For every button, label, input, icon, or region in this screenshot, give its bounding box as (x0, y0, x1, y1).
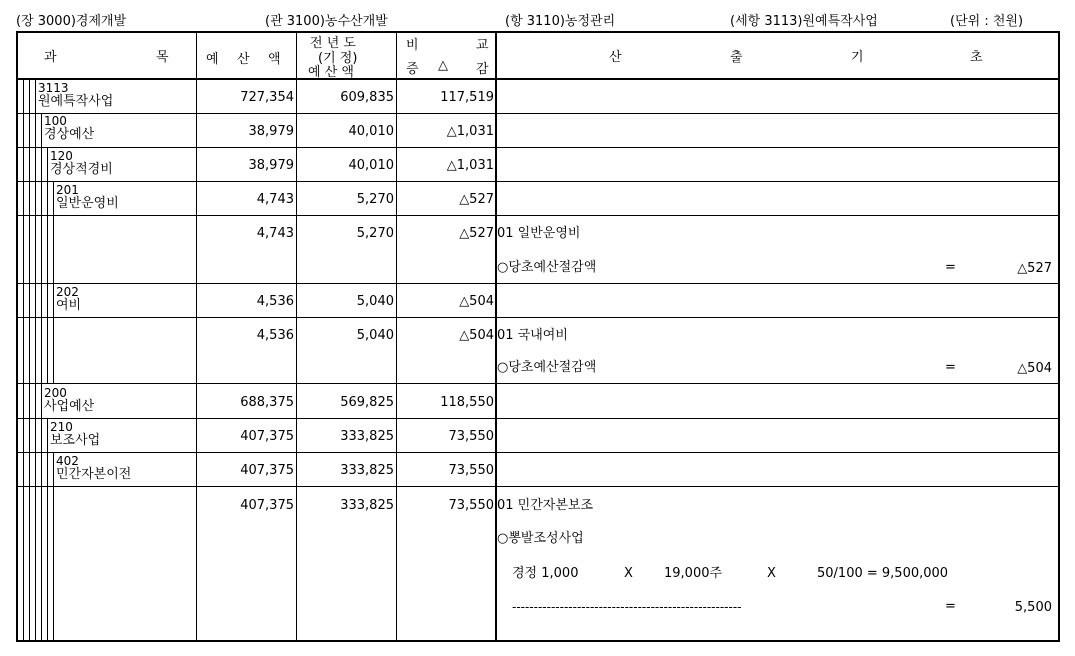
row-budget: 4,743 (256, 192, 294, 207)
basis-equals: = (945, 360, 956, 375)
row-prev: 5,270 (356, 226, 394, 241)
row-diff: 73,550 (448, 498, 494, 513)
gwan-label: (관 3100)농수산개발 (265, 14, 388, 29)
row-divider (16, 418, 1060, 419)
row-budget: 407,375 (240, 429, 294, 444)
row-budget: 407,375 (240, 463, 294, 478)
row-code: 100 (44, 114, 67, 128)
row-diff: △1,031 (446, 158, 494, 173)
basis-item: ○뽕발조성사업 (497, 531, 584, 546)
col-cmp-5: 감 (476, 62, 489, 77)
row-divider (16, 317, 1060, 318)
col-prev-3: 예 산 액 (308, 65, 354, 80)
row-budget: 727,354 (240, 90, 294, 105)
col-cmp-1: 비 (406, 38, 419, 53)
indent-line (23, 80, 24, 642)
indent-line (47, 418, 48, 642)
row-diff: △527 (459, 192, 494, 207)
unit-label: (단위 : 천원) (950, 14, 1024, 29)
col-basis-1: 산 (609, 50, 622, 65)
basis-value: △527 (1017, 261, 1052, 276)
row-name: 일반운영비 (56, 196, 119, 211)
table-top-border (16, 31, 1060, 33)
row-code: 3113 (38, 81, 69, 95)
row-divider (16, 452, 1060, 453)
calc-times: X (767, 566, 776, 581)
row-divider (16, 181, 1060, 182)
table-left-border (16, 31, 18, 642)
header-bottom-border (16, 78, 1060, 80)
indent-line (29, 80, 30, 642)
row-diff: 117,519 (440, 90, 494, 105)
basis-value: △504 (1017, 361, 1052, 376)
row-name: 사업예산 (44, 399, 95, 414)
calc-rate-result: 50/100 = 9,500,000 (817, 566, 949, 581)
basis-item: ○당초예산절감액 (497, 360, 597, 375)
basis-equals: = (945, 260, 956, 275)
basis-title: 01 민간자본보조 (497, 498, 594, 513)
basis-item: ○당초예산절감액 (497, 260, 597, 275)
indent-line (53, 181, 54, 383)
row-divider (16, 486, 1060, 487)
indent-line (35, 80, 36, 642)
row-name: 경상적경비 (50, 162, 113, 177)
row-divider (16, 147, 1060, 148)
row-divider (16, 383, 1060, 384)
sehang-label: (세항 3113)원예특작사업 (730, 14, 878, 29)
row-name: 여비 (56, 298, 82, 313)
col-basis-2: 출 (730, 50, 743, 65)
row-budget: 4,536 (256, 294, 294, 309)
row-budget: 688,375 (240, 395, 294, 410)
row-prev: 609,835 (340, 90, 394, 105)
row-code: 120 (50, 149, 73, 163)
calc-equals: = (945, 599, 956, 614)
calc-total: 5,500 (1014, 600, 1052, 615)
hang-label: (항 3110)농정관리 (505, 14, 616, 29)
row-divider (16, 283, 1060, 284)
row-prev: 5,040 (356, 328, 394, 343)
basis-title: 01 일반운영비 (497, 226, 581, 241)
row-prev: 40,010 (348, 158, 394, 173)
table-bottom-border (16, 640, 1060, 642)
row-divider (16, 113, 1060, 114)
col-cmp-2: 교 (476, 38, 489, 53)
row-name: 경상예산 (44, 127, 95, 142)
row-diff: △504 (459, 294, 494, 309)
col-basis-3: 기 (851, 50, 864, 65)
row-code: 402 (56, 454, 79, 468)
row-code: 201 (56, 183, 79, 197)
indent-line (53, 452, 54, 642)
row-prev: 40,010 (348, 124, 394, 139)
row-budget: 38,979 (248, 158, 294, 173)
row-code: 202 (56, 285, 79, 299)
row-diff: 118,550 (440, 395, 494, 410)
col-prev-2: (기 정) (318, 51, 358, 66)
col-budget-3: 액 (268, 52, 281, 67)
row-prev: 5,270 (356, 192, 394, 207)
row-prev: 333,825 (340, 498, 394, 513)
col-gwamok-1: 과 (44, 50, 57, 65)
col-cmp-4: △ (438, 58, 448, 73)
row-diff: △504 (459, 328, 494, 343)
row-code: 210 (50, 420, 73, 434)
row-diff: 73,550 (448, 463, 494, 478)
row-budget: 407,375 (240, 498, 294, 513)
row-prev: 333,825 (340, 429, 394, 444)
row-diff: △527 (459, 226, 494, 241)
row-prev: 569,825 (340, 395, 394, 410)
row-diff: △1,031 (446, 124, 494, 139)
calc-quantity: 경정 1,000 (512, 566, 579, 581)
row-budget: 4,536 (256, 328, 294, 343)
row-diff: 73,550 (448, 429, 494, 444)
row-code: 200 (44, 386, 67, 400)
col-basis-4: 초 (970, 50, 983, 65)
indent-line (41, 113, 42, 642)
col-gwamok-2: 목 (156, 50, 169, 65)
row-budget: 4,743 (256, 226, 294, 241)
calc-unit-price: 19,000주 (664, 566, 723, 581)
basis-title: 01 국내여비 (497, 328, 568, 343)
row-prev: 333,825 (340, 463, 394, 478)
col-budget-2: 산 (237, 52, 250, 67)
row-name: 보조사업 (50, 433, 101, 448)
row-divider (16, 215, 1060, 216)
calc-dashes: ----------------------------------------------------- (512, 600, 742, 614)
row-budget: 38,979 (248, 124, 294, 139)
col-budget-1: 예 (206, 52, 219, 67)
row-name: 원예특작사업 (38, 94, 114, 109)
col-cmp-3: 증 (406, 62, 419, 77)
jang-label: (장 3000)경제개발 (16, 14, 127, 29)
indent-line (47, 147, 48, 383)
table-right-border (1058, 31, 1060, 642)
calc-times: X (624, 566, 633, 581)
row-name: 민간자본이전 (56, 467, 132, 482)
row-prev: 5,040 (356, 294, 394, 309)
col-prev-1: 전 년 도 (310, 36, 356, 51)
